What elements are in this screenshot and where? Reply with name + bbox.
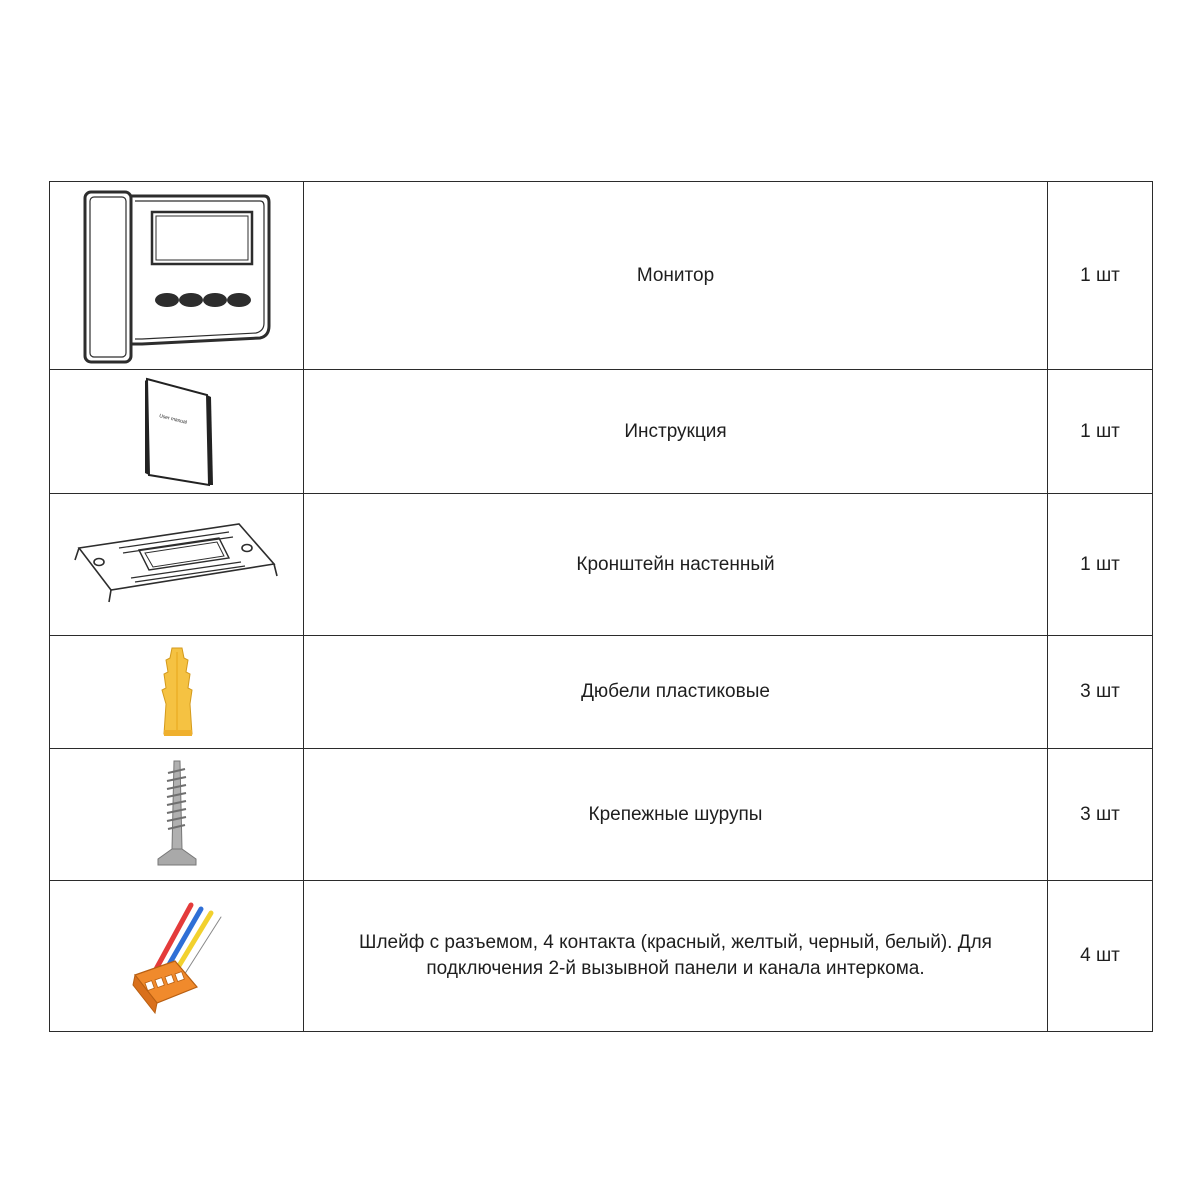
item-quantity: 4 шт	[1048, 881, 1153, 1032]
table-row	[50, 749, 1153, 881]
cable-connector-icon	[117, 891, 237, 1021]
wall-bracket-icon	[69, 520, 284, 610]
image-cell	[50, 182, 304, 370]
monitor-icon	[82, 186, 272, 366]
item-name: Шлейф с разъемом, 4 контакта (красный, желтый, черный, белый). Для подключения 2-й вызывной панели и канала интеркома.	[304, 881, 1048, 1032]
item-quantity: 1 шт	[1048, 494, 1153, 636]
table-row	[50, 182, 1153, 370]
item-quantity: 1 шт	[1048, 182, 1153, 370]
manual-booklet-icon	[137, 377, 217, 487]
table-row	[50, 370, 1153, 494]
table-row	[50, 636, 1153, 749]
image-cell	[50, 370, 304, 494]
image-cell	[50, 494, 304, 636]
table-row	[50, 494, 1153, 636]
item-name: Монитор	[304, 182, 1048, 370]
table-row	[50, 881, 1153, 1032]
image-cell	[50, 636, 304, 749]
item-name: Дюбели пластиковые	[304, 636, 1048, 749]
plastic-dowel-icon	[152, 644, 202, 740]
item-quantity: 3 шт	[1048, 749, 1153, 881]
item-quantity: 1 шт	[1048, 370, 1153, 494]
item-name: Кронштейн настенный	[304, 494, 1048, 636]
image-cell	[50, 749, 304, 881]
booklet-title: User manual	[158, 412, 187, 426]
screw-icon	[152, 759, 202, 871]
item-name: Инструкция	[304, 370, 1048, 494]
item-quantity: 3 шт	[1048, 636, 1153, 749]
item-name: Крепежные шурупы	[304, 749, 1048, 881]
package-contents-table	[49, 181, 1153, 1032]
image-cell	[50, 881, 304, 1032]
